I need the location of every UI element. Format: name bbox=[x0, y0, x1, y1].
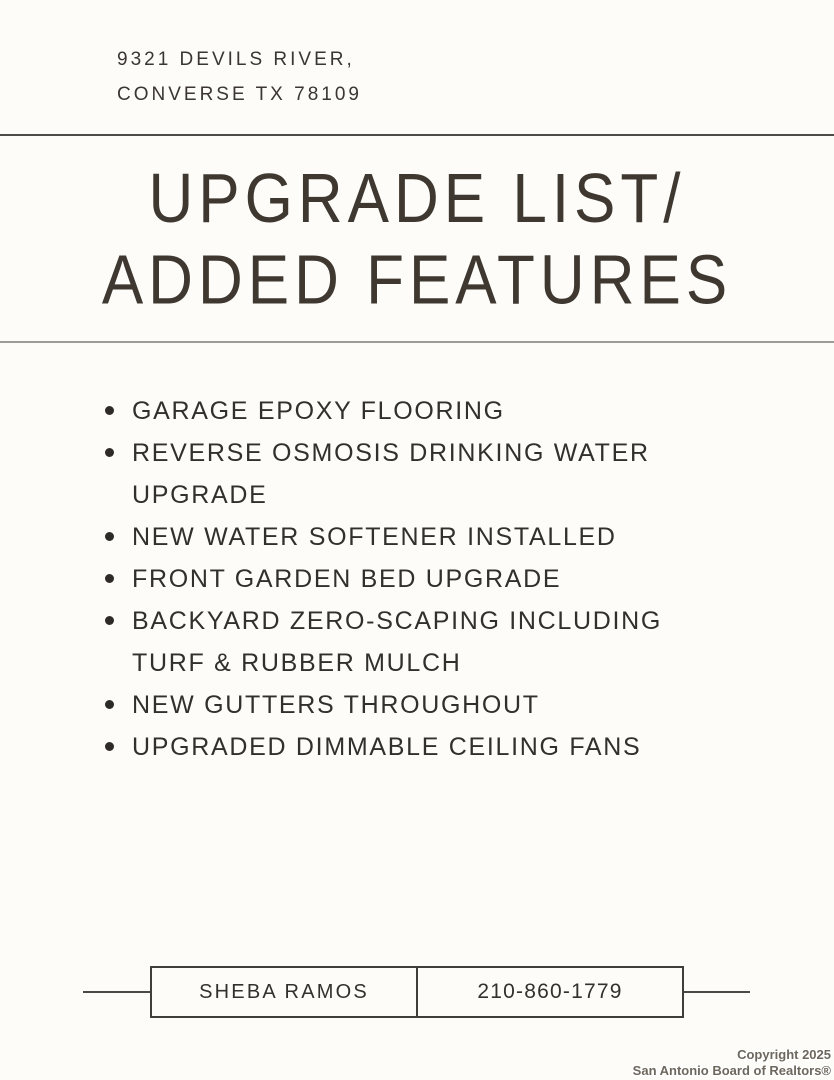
address-line-2: CONVERSE TX 78109 bbox=[117, 84, 362, 105]
contact-box bbox=[150, 966, 684, 1018]
bullet-icon bbox=[105, 406, 114, 415]
bullet-icon bbox=[105, 742, 114, 751]
address-line-1: 9321 DEVILS RIVER, bbox=[117, 49, 355, 70]
bullet-icon bbox=[105, 532, 114, 541]
list-item-text: GARAGE EPOXY FLOORING bbox=[132, 397, 505, 425]
list-item-text: REVERSE OSMOSIS DRINKING WATER UPGRADE bbox=[132, 439, 650, 509]
list-item-text: BACKYARD ZERO-SCAPING INCLUDING TURF & RUBBER MULCH bbox=[132, 607, 663, 677]
copyright-line-2: San Antonio Board of Realtors® bbox=[632, 1063, 831, 1078]
list-item bbox=[102, 516, 714, 558]
list-item-text: NEW WATER SOFTENER INSTALLED bbox=[132, 523, 617, 551]
page-title-line-1: UPGRADE LIST/ bbox=[148, 160, 686, 238]
list-item-text: UPGRADED DIMMABLE CEILING FANS bbox=[132, 733, 642, 761]
copyright-line-1: Copyright 2025 bbox=[737, 1047, 831, 1062]
list-item-text: FRONT GARDEN BED UPGRADE bbox=[132, 565, 562, 593]
copyright-watermark bbox=[633, 1047, 831, 1079]
list-item bbox=[102, 684, 714, 726]
bullet-icon bbox=[105, 574, 114, 583]
list-item bbox=[102, 558, 714, 600]
bullet-icon bbox=[105, 616, 114, 625]
divider-middle bbox=[0, 341, 834, 343]
divider-top bbox=[0, 134, 834, 136]
list-item bbox=[102, 600, 714, 684]
page-title-line-2: ADDED FEATURES bbox=[101, 242, 733, 320]
list-item bbox=[102, 390, 714, 432]
property-address bbox=[117, 42, 362, 112]
bullet-icon bbox=[105, 448, 114, 457]
contact-rule-left bbox=[83, 991, 150, 993]
feature-list bbox=[102, 390, 714, 768]
bullet-icon bbox=[105, 700, 114, 709]
list-item-text: NEW GUTTERS THROUGHOUT bbox=[132, 691, 540, 719]
list-item bbox=[102, 726, 714, 768]
agent-phone: 210-860-1779 bbox=[477, 980, 623, 1003]
page-title bbox=[0, 158, 834, 322]
contact-rule-right bbox=[684, 991, 750, 993]
agent-name: SHEBA RAMOS bbox=[152, 968, 418, 1016]
list-item bbox=[102, 432, 714, 516]
